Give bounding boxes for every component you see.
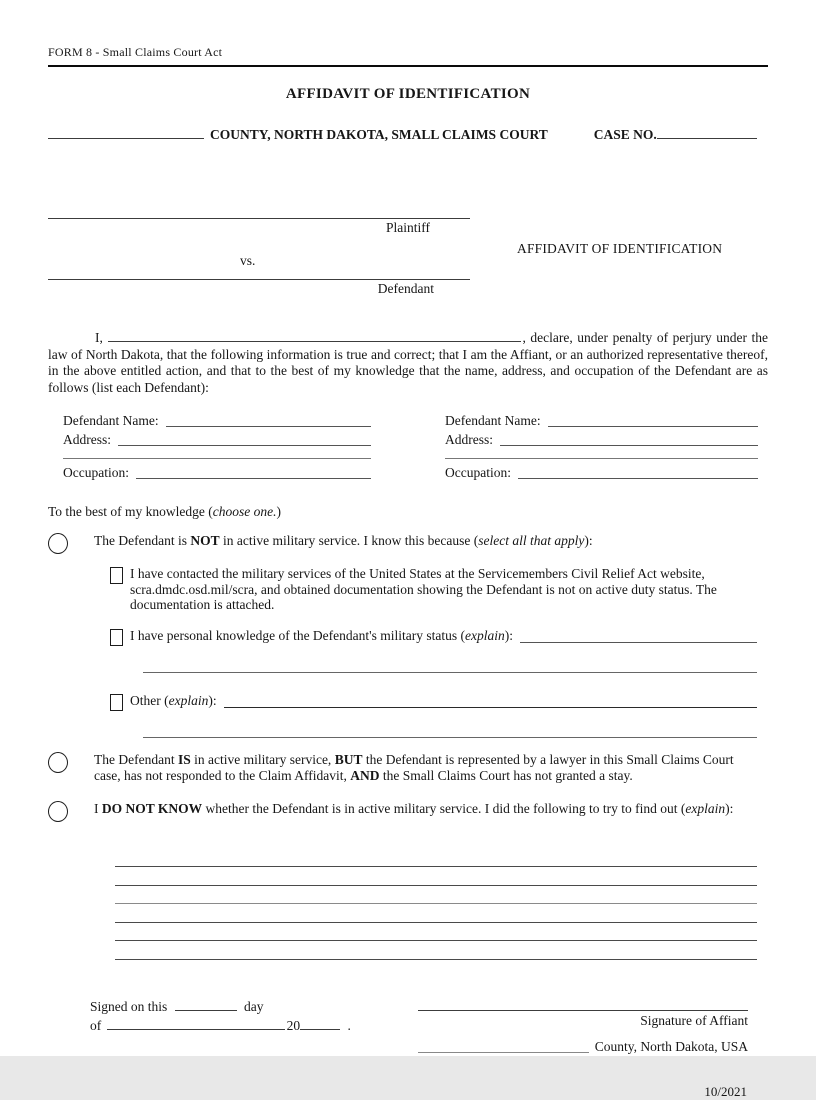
signed-day-blank[interactable] — [175, 997, 237, 1011]
defendant-name-blank[interactable] — [48, 268, 470, 280]
vs-label: vs. — [240, 253, 256, 268]
explain-line-1[interactable] — [115, 849, 757, 868]
option-not-in-service-text: The Defendant is NOT in active military service. I know this because (select all that apply): — [94, 533, 593, 548]
form-header — [48, 44, 768, 67]
radio-in-service[interactable] — [48, 752, 68, 773]
checkbox-contacted-scra[interactable] — [110, 567, 123, 584]
other-explain-blank[interactable] — [224, 693, 757, 708]
case-caption-block — [48, 204, 768, 297]
plaintiff-name-blank[interactable] — [48, 204, 470, 219]
signature-county-label: County, North Dakota, USA — [594, 1038, 748, 1054]
defendant2-name-row — [445, 411, 758, 430]
checkbox-row-contacted — [110, 566, 768, 613]
defendant1-name-blank[interactable] — [166, 411, 371, 427]
personal-explain-blank-2[interactable] — [143, 659, 757, 673]
defendant2-name-label: Defendant Name: — [445, 413, 541, 428]
defendant1-address-blank[interactable] — [118, 430, 371, 446]
defendant1-address-blank-2[interactable] — [63, 449, 371, 459]
signed-day-label: day — [244, 998, 264, 1014]
explain-line-2[interactable] — [115, 867, 757, 886]
checkbox-personal-text: I have personal knowledge of the Defendant's military status (explain): — [130, 627, 513, 643]
defendant1-name-row — [63, 411, 371, 430]
signature-of-affiant-label: Signature of Affiant — [640, 1012, 748, 1028]
signature-county-blank[interactable] — [418, 1038, 589, 1053]
checkbox-other[interactable] — [110, 694, 123, 711]
defendant1-occupation-row — [63, 463, 371, 482]
checkbox-row-personal — [110, 628, 757, 646]
option-do-not-know — [48, 801, 768, 822]
defendant2-address-blank-2[interactable] — [445, 449, 758, 459]
explain-line-6[interactable] — [115, 941, 757, 960]
signed-prefix-label: Signed on this — [90, 998, 168, 1014]
defendant-column-1 — [63, 411, 371, 482]
declaration-prefix: I, — [95, 330, 103, 345]
defendant1-address-label: Address: — [63, 432, 111, 447]
date-signed-block — [90, 997, 370, 1055]
option-in-service — [48, 752, 768, 785]
checkbox-contacted-text: I have contacted the military services of the United States at the Servicemembers Civil Relief Act website, scra.dmdc.osd.mil/scra, and obtained documentation showing the Defendant is not on active duty status. The documentation is attached. — [130, 566, 717, 612]
case-no-label: CASE NO. — [593, 127, 657, 142]
affiant-signature-blank[interactable] — [418, 997, 748, 1011]
personal-explain-blank[interactable] — [520, 628, 757, 643]
defendant2-occupation-row — [445, 463, 758, 482]
explain-line-5[interactable] — [115, 923, 757, 942]
defendant2-occupation-label: Occupation: — [445, 465, 511, 480]
signed-month-row — [90, 1016, 370, 1035]
knowledge-prompt: To the best of my knowledge (choose one.) — [48, 504, 282, 519]
checkbox-personal-knowledge[interactable] — [110, 629, 123, 646]
county-court-label: COUNTY, NORTH DAKOTA, SMALL CLAIMS COURT — [210, 127, 548, 142]
explain-line-3[interactable] — [115, 886, 757, 905]
court-caption-row — [48, 125, 768, 143]
signed-day-row — [90, 997, 370, 1016]
page-title: AFFIDAVIT OF IDENTIFICATION — [285, 86, 531, 102]
defendant1-occupation-blank[interactable] — [136, 463, 371, 479]
signed-period: . — [347, 1017, 351, 1033]
signed-of-label: of — [90, 1017, 102, 1033]
case-no-blank[interactable] — [657, 125, 757, 139]
revision-date: 10/2021 — [704, 1083, 747, 1099]
defendant-info-section — [63, 411, 768, 482]
signature-county-row — [418, 1038, 748, 1055]
checkbox-row-other — [110, 693, 757, 711]
signed-year-prefix: 20 — [286, 1017, 301, 1033]
signed-month-blank[interactable] — [107, 1016, 285, 1030]
explain-line-4[interactable] — [115, 904, 757, 923]
signature-section — [48, 997, 768, 1055]
checkbox-other-line — [130, 693, 757, 711]
checkbox-personal-line — [130, 628, 757, 646]
defendant-column-2 — [445, 411, 758, 482]
defendant1-name-label: Defendant Name: — [63, 413, 159, 428]
affiant-signature-block — [418, 997, 748, 1055]
explain-write-in-area — [115, 849, 757, 960]
option-in-service-text: The Defendant IS in active military service, BUT the Defendant is represented by a lawyer in this Small Claims Court case, has not responded to the Claim Affidavit, AND the Small Claims Court has not granted a stay. — [94, 751, 734, 783]
option-not-in-service — [48, 533, 768, 554]
defendant2-address-label: Address: — [445, 432, 493, 447]
option-do-not-know-text: I DO NOT KNOW whether the Defendant is in active military service. I did the following to try to find out (explain): — [94, 800, 734, 816]
plaintiff-label: Plaintiff — [385, 220, 430, 235]
defendant2-occupation-blank[interactable] — [518, 463, 758, 479]
declaration-paragraph — [48, 328, 768, 396]
defendant-label: Defendant — [377, 281, 434, 296]
defendant2-name-blank[interactable] — [548, 411, 758, 427]
county-name-blank[interactable] — [48, 125, 204, 139]
defendant2-address-row — [445, 430, 758, 449]
checkbox-other-text: Other (explain): — [130, 692, 217, 708]
affiant-name-blank[interactable] — [108, 328, 521, 342]
declaration-body: , declare, under penalty of perjury under the law of North Dakota, that the following information is true and correct; that I am the Affiant, or an authorized representative thereof, in the above entitled action, and that to the best of my knowledge that the name, address, and occupation of the Defendant are as follows (list each Defendant): — [48, 330, 768, 395]
defendant2-address-blank[interactable] — [500, 430, 758, 446]
defendant1-occupation-label: Occupation: — [63, 465, 129, 480]
caption-side-title: AFFIDAVIT OF IDENTIFICATION — [517, 241, 723, 256]
radio-do-not-know[interactable] — [48, 801, 68, 822]
form-number-label: FORM 8 - Small Claims Court Act — [48, 45, 223, 59]
caption-parties — [48, 204, 470, 297]
other-explain-blank-2[interactable] — [143, 724, 757, 738]
signed-year-blank[interactable] — [300, 1016, 340, 1030]
defendant1-address-row — [63, 430, 371, 449]
radio-not-in-service[interactable] — [48, 533, 68, 554]
